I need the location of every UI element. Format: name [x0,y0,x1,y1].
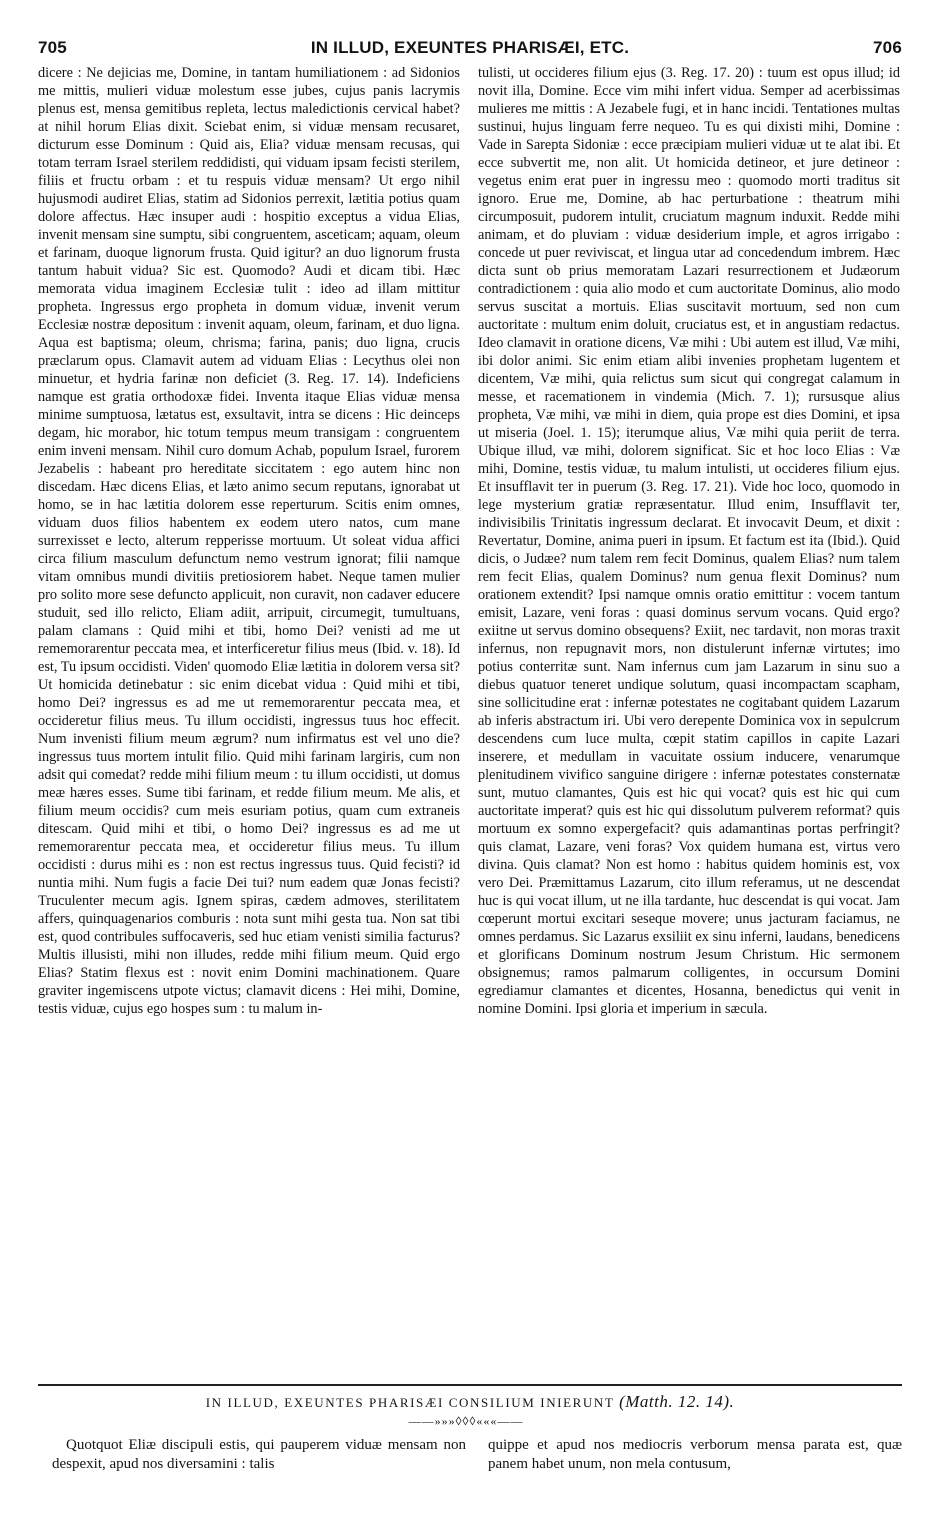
left-column-text: dicere : Ne dejicias me, Domine, in tantam humiliationem : ad Sidonios me mittis, mulieri viduæ molestum esse jubes, cujus panis lacrymis plenus est, mensa gemitibus repleta, lectus maledictionis cervical habet? at nihil horum Elias dixit. Sciebat enim, si viduæ mensam recusaret, dicturum esse Dominum : Quid ais, Elia? viduæ mensam recusas, qui totam terram Israel sterilem reddidisti, qui viduam ipsam fecisti sterilem, filiis et fructu orbam : et tu respuis viduæ mensam? Ut ergo nihil hujusmodi audiret Elias, statim ad Sidonios perrexit, lætitia potius quam dolore affectus. Hæc insuper audi : hospitio exceptus a vidua Elias, invenit mensam sine sumptu, sibi congruentem, asceticam; aquam, oleum et farinam, duoque lignorum frusta. Quid igitur? an duo lignorum frusta tantum habuit vidua? Sic est. Quomodo? Audi et dicam tibi. Hæc memorata vidua imaginem Ecclesiæ tulit : ideo ad illam mittitur propheta. Ingressus ergo propheta in domum viduæ, invenit verum Ecclesiæ nostræ depositum : invenit aquam, oleum, farinam, et duo ligna. Aqua est baptisma; oleum, chrisma; farina, panis; duo ligna, crucis præclarum opus. Clamavit autem ad viduam Elias : Lecythus olei non minuetur, et hydria farinæ non deficiet (3. Reg. 17. 14). Indeficiens namque est gratia orthodoxæ fidei. Inventa itaque Elias viduæ mensa minime sumptuosa, lætatus est, exsultavit, intra se dicens : Hic deinceps degam, hic morabor, hic totum tempus meum transigam : congruentem enim inveni mensam. Nihil curo domum Achab, populum Israel, furorem Jezabelis : habeant pro hereditate siccitatem : ego autem hinc non discedam. Hæc dicens Elias, et læto animo secum reputans, ignorabat ut homo, se in hac lætitia dolorem esse reperturum. Scitis enim omnes, viduam duos filios habentem ex eodem utero natos, cum mane surrexisset e lecto, alterum repperisse mortuum. Ut soleat vidua affici circa filium masculum defunctum nemo vestrum ignorat; filii namque vitam omnibus mundi divitiis pretiosiorem habet. Neque tamen mulier pro solito more sese defuncto applicuit, non curavit, non cadaver educere studuit, sed illo relicto, Eliam adiit, arripuit, circumegit, tumultuans, palam clamans : Quid mihi et tibi, homo Dei? venisti ad me ut rememorarentur peccata mea, et interficeretur filius meus (Ibid. v. 18). Id est, Tu ipsum occidisti. Viden' quomodo Eliæ lætitia in dolorem versa sit? Ut homicida detinebatur : sic enim dicebat vidua : Quid mihi et tibi, homo Dei? ingressus es ad me ut rememorarentur peccata mea, et occideretur filius meus. Tu illum occidisti, ingressus tuus hoc effecit. Num invenisti filium meum ægrum? num infirmatus est vel uno die? ingressus tuus mortem intulit filio. Quid mihi farinam largiris, cum non adsit qui comedat? redde mihi filium meum : tu illum occidisti, ut domus meæ hæres esses. Sume tibi farinam, et redde filium meum. Me alis, et filium meum occidis? cum meis esuriam potius, quam cum extraneis ditescam. Quid mihi et tibi, o homo Dei? ingressus es ad me ut rememorarentur peccata mea, et occideretur filius meus. Tu illum occidisti : durus mihi es : non est rectus ingressus tuus. Quid fecisti? id nuntia mihi. Num fugis a facie Dei tui? num eadem quæ Jonas fecisti? Truculenter mecum agis. Ignem spiras, cædem admoves, sterilitatem affers, quinquagenarios comburis : nota sunt mihi gesta tua. Non sat tibi est, quod contribules suffocaveris, sed huc etiam venisti similia facturus? Multis illusisti, mihi non illudes, redde mihi filium meum. Quid ergo Elias? Statim flexus est : novit enim Domini machinationem. Quare graviter ingemiscens utpote victus; clamavit dicens : Hei mihi, Domine, testis viduæ, cujus ego hospes sum : tu malum in- [38,65,460,1017]
ornament-divider: ——»»»◊◊◊«««—— [408,1414,524,1428]
right-column [478,64,900,1382]
running-header [38,38,902,62]
new-homily-left-text: Quotquot Eliæ discipuli estis, qui pauperem viduæ mensam non despexit, apud nos diversamini : talis [52,1437,466,1472]
running-title: IN ILLUD, EXEUNTES PHARISÆI, ETC. [310,38,630,57]
left-column [38,64,460,1382]
section-divider [38,1384,902,1386]
page-number-right: 706 [873,38,902,57]
right-column-text: tulisti, ut occideres filium ejus (3. Reg. 17. 20) : tuum est opus illud; id novit illa, Domine. Ecce vim mihi infert vidua. Semper ad acerbissimas mulieres me mittis : A Jezabele fugi, et in hanc incidi. Tentationes multas sustinui, hujus linguam ferre nequeo. Tu es qui dixisti mihi, Domine : Vade in Sarepta Sidoniæ : ecce præcipiam mulieri viduæ ut te alat ibi. Et ecce subvertit me, non alit. Ut homicida detineor, et jure detineor : vegetus enim erat puer in ingressu meo : quomodo morti traditus sit ignoro. Erue me, Domine, ab hac perturbatione : theatrum mihi circumposuit, pudorem intulit, cruciatum magnum induxit. Redde mihi animam, et do pluviam : viduæ desiderium imple, et agros irrigabo : concede ut puer reviviscat, et lingua utar ad concedendum imbrem. Hæc dicta sunt ob prius memoratam Lazari resurrectionem et Judæorum contradictionem : quia alio modo et cum auctoritate Dominus, alio modo servus suscitat a mortuis. Elias suscitavit mortuum, sed non cum auctoritate : multum enim doluit, cruciatus est, et in angustiam redactus. Ideo clamavit in oratione dicens, Væ mihi : Ubi autem est illud, Væ mihi, ibi dolor animi. Sic enim etiam alibi invenies prophetam lugentem et dicentem, Væ mihi, quia relictus sum sicut qui congregat calamum in messe, et racemationem in vindemia (Mich. 7. 1); rursusque alius propheta, Væ mihi, væ mihi in diem, quia prope est dies Domini, et ipsa ut miseria (Joel. 1. 15); iterumque alius, Væ mihi quia periit de terra. Ubique illud, væ mihi, dolorem significat. Sic et hoc loco Elias : Væ mihi, Domine, testis viduæ, tu malum intulisti, ut occideres filium ejus. Et insufflavit ter in puerum (3. Reg. 17. 21). Vide hoc loco, quomodo in lege mysterium gratiæ repræsentatur. Illud enim, Insufflavit ter, indivisibilis Trinitatis ingressum declarat. Et invocavit Deum, et dixit : Revertatur, Domine, anima pueri in ipsum. Et factum est ita (Ibid.). Quid dicis, o Judæe? num talem rem fecit Dominus, qualem Elias? num talem rem fecit Elias, qualem Dominus? num genua flexit Dominus? num orationem extendit? Ipsi namque omnis oratio emittitur : vocem tantum emisit, Lazare, veni foras : quasi dominus servum vocans. Quid ergo? exiitne ut servus domino obsequens? Exiit, nec tardavit, non moras traxit infernus, non repugnavit mors, non distulerunt infernæ virtutes; imo potius conterritæ sunt. Nam infernus cum jam Lazarum in sinu suo a diebus quatuor teneret undique solutum, quasi incompactam scapham, sine sollicitudine erat : infernæ potestates ne cogitabant quidem Lazarum ab inferis abstractum iri. Ubi vero derepente Dominica vox in sepulcrum descendens cum luce multa, cœpit statim capillos in capite Lazari inserere, et medullam in vacuitate ossium inducere, venarumque plenitudinem vivifico sanguine dirigere : infernæ potestates consternatæ sunt, mutuo clamantes, Quis est hic qui vocat? quis est hic qui cum auctoritate imperat? quis est hic qui dissolutum pulverem reformat? quis mortuum ex somno expergefacit? quis adamantinas portas perfringit? quis clamat, Lazare, veni foras? Vox quidem humana est, virtus vero divina. Quis clamat? Non est homo : habitus quidem hominis est, vox vero Dei. Præmittamus Lazarum, cito illum referamus, ut ne descendat huc is qui vocat illum, ut ne illa tardante, huc descendat is qui vocat. Jam cœperunt mortui excitari seseque movere; unus jacturam faciamus, ne omnes perdamus. Sic Lazarus exsiliit ex sinu inferni, laudans, benedicens et glorificans Dominum nostrum Jesum Christum. Hic sermonem obsignemus; ramos palmarum colligentes, in occursum Domini egrediamur clamantes et dicentes, Hosanna, benedictus qui venit in nomine Domini. Ipsi gloria et imperium in sæcula. [478,65,900,1017]
page-number-left: 705 [38,38,67,57]
section-title-text: IN ILLUD, EXEUNTES PHARISÆI CONSILIUM INIERUNT [205,1395,615,1410]
section-heading [38,1392,902,1412]
two-column-body [38,64,900,1382]
new-homily-right-text: quippe et apud nos mediocris verborum mensa parata est, quæ panem habet unum, non mela contusum, [488,1437,902,1472]
section-reference: (Matth. 12. 14). [619,1392,735,1411]
